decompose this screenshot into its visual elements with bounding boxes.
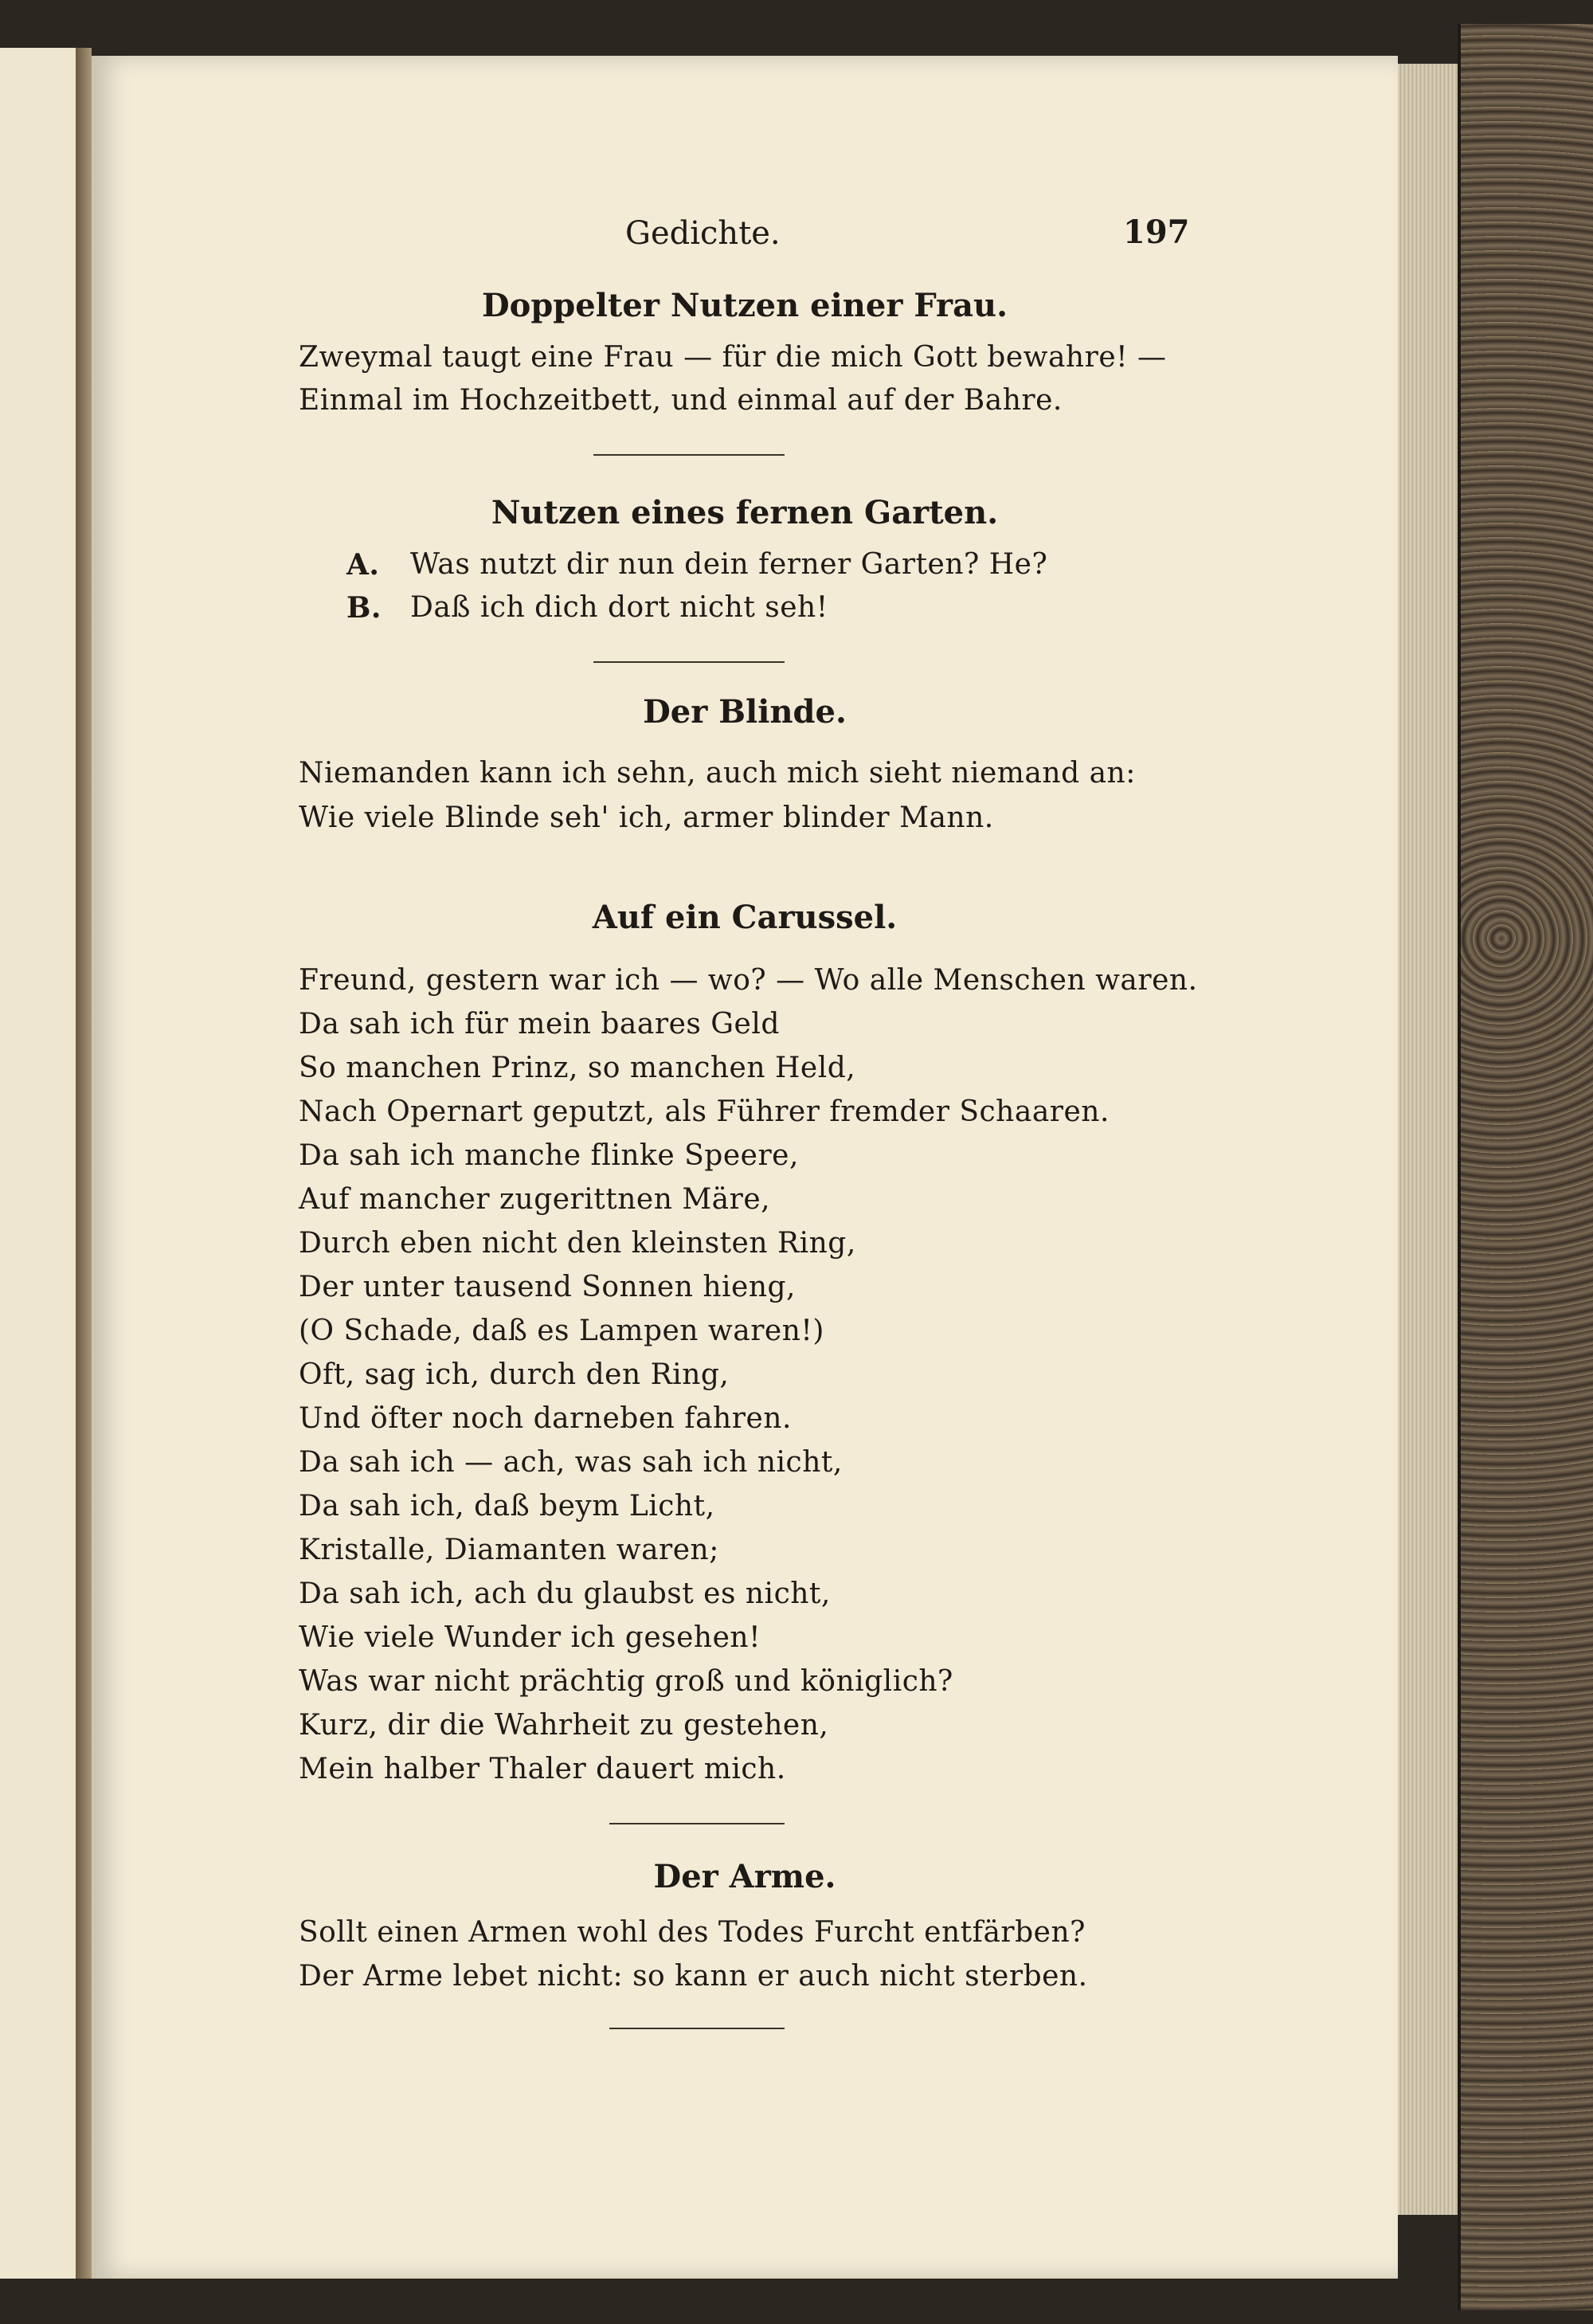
poem-line: Wie viele Wunder ich gesehen!: [299, 1621, 761, 1654]
poem-line: Einmal im Hochzeitbett, und einmal auf der Bahre.: [299, 384, 1063, 417]
poem-title: Auf ein Carussel.: [592, 899, 898, 936]
poem-line: Sollt einen Armen wohl des Todes Furcht entfärben?: [299, 1916, 1086, 1949]
poem-line: Mein halber Thaler dauert mich.: [299, 1753, 786, 1785]
poem-title: Der Blinde.: [643, 693, 847, 731]
poem-line: Und öfter noch darneben fahren.: [299, 1402, 792, 1435]
page-number: 197: [1123, 214, 1190, 251]
left-page-edge: [0, 48, 78, 2279]
poem-line: Kristalle, Diamanten waren;: [299, 1534, 719, 1566]
poem-line: So manchen Prinz, so manchen Held,: [299, 1052, 856, 1084]
poem-line: Da sah ich, daß beym Licht,: [299, 1490, 715, 1523]
poem-line: Da sah ich, ach du glaubst es nicht,: [299, 1577, 831, 1610]
poem-line: (O Schade, daß es Lampen waren!): [299, 1315, 824, 1347]
book-page: [92, 56, 1398, 2279]
poem-line: Freund, gestern war ich — wo? — Wo alle Menschen waren.: [299, 964, 1198, 997]
poem-line: Zweymal taugt eine Frau — für die mich Gott bewahre! —: [299, 341, 1167, 374]
poem-line: Da sah ich manche flinke Speere,: [299, 1139, 799, 1172]
poem-title: Doppelter Nutzen einer Frau.: [481, 287, 1008, 324]
marbled-cover: [1458, 24, 1593, 2310]
poem-line: Kurz, dir die Wahrheit zu gestehen,: [299, 1709, 829, 1742]
dialogue-speaker: B.: [346, 591, 382, 625]
poem-line: Niemanden kann ich sehn, auch mich sieht niemand an:: [299, 757, 1136, 790]
poem-line: Was war nicht prächtig groß und königlich?: [299, 1665, 953, 1698]
poem-line: Nach Opernart geputzt, als Führer fremder Schaaren.: [299, 1095, 1110, 1128]
poem-line: Der unter tausend Sonnen hieng,: [299, 1271, 796, 1303]
section-divider: [593, 454, 785, 456]
poem-line: Da sah ich für mein baares Geld: [299, 1008, 780, 1041]
poem-title: Nutzen eines fernen Garten.: [491, 494, 999, 531]
section-divider: [593, 661, 785, 663]
dialogue-speaker: A.: [346, 548, 380, 582]
section-divider: [609, 2028, 785, 2029]
poem-line: Der Arme lebet nicht: so kann er auch nicht sterben.: [299, 1960, 1088, 1993]
dialogue-line: Daß ich dich dort nicht seh!: [410, 591, 828, 624]
dialogue-line: Was nutzt dir nun dein ferner Garten? He?: [410, 548, 1048, 581]
poem-title: Der Arme.: [653, 1858, 836, 1895]
poem-line: Auf mancher zugerittnen Märe,: [299, 1183, 771, 1216]
book-gutter: [76, 48, 92, 2279]
poem-line: Durch eben nicht den kleinsten Ring,: [299, 1227, 856, 1260]
poem-line: Da sah ich — ach, was sah ich nicht,: [299, 1446, 843, 1479]
section-divider: [609, 1823, 785, 1824]
poem-line: Oft, sag ich, durch den Ring,: [299, 1358, 730, 1391]
running-title: Gedichte.: [625, 215, 781, 252]
poem-line: Wie viele Blinde seh' ich, armer blinder Mann.: [299, 801, 994, 834]
